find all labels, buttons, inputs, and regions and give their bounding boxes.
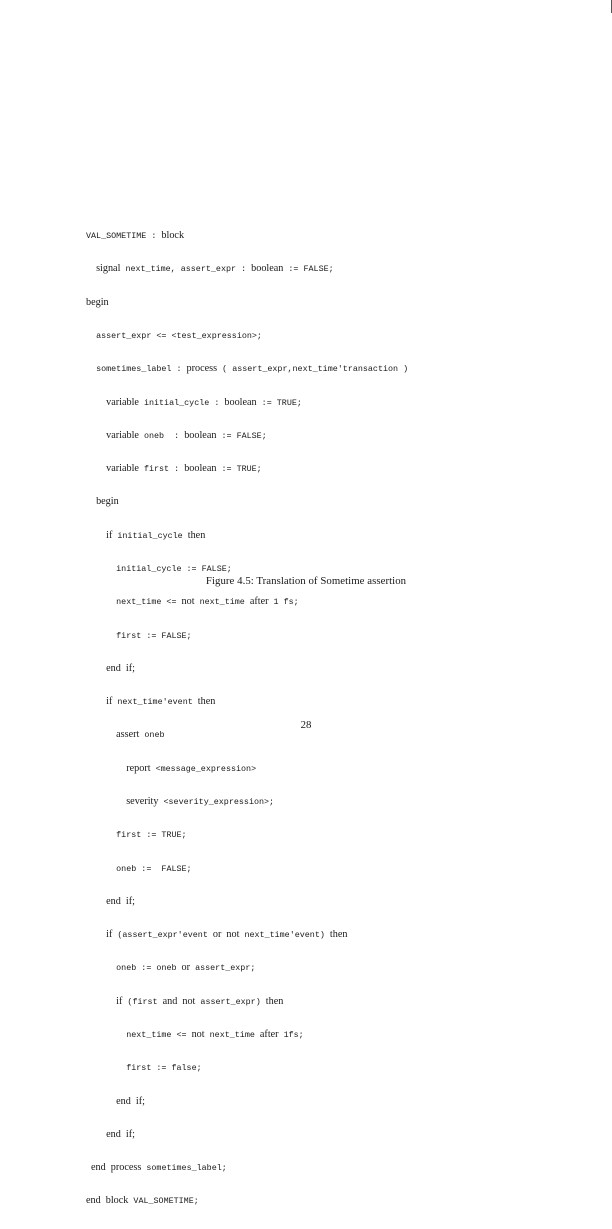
code-line: next_time <= not next_time after 1 fs; <box>116 596 299 608</box>
code-line: end if; <box>106 1128 135 1140</box>
code-line: oneb := FALSE; <box>116 863 192 874</box>
code-line: variable initial_cycle : boolean := TRUE; <box>106 396 302 408</box>
code-line: initial_cycle := FALSE; <box>116 564 232 574</box>
code-line: end process sometimes_label; <box>91 1162 227 1174</box>
page-number: 28 <box>300 719 312 731</box>
code-line: if next_time'event then <box>106 696 216 708</box>
code-line: sometimes_label : process ( assert_expr,next_time'transaction ) <box>96 363 409 375</box>
code-line: first := FALSE; <box>116 630 192 641</box>
code-line: VAL_SOMETIME : block <box>86 230 185 242</box>
code-line: assert_expr <= <test_expression>; <box>96 331 262 342</box>
code-line: begin <box>96 496 119 508</box>
code-line: if (first and not assert_expr) then <box>116 995 284 1007</box>
code-line: first := TRUE; <box>116 830 187 841</box>
code-line: next_time <= not next_time after 1fs; <box>126 1028 304 1040</box>
code-line: assert oneb <box>116 729 165 741</box>
code-line: severity <severity_expression>; <box>126 795 275 807</box>
code-line: end block VAL_SOMETIME; <box>86 1195 199 1207</box>
code-line: end if; <box>106 895 135 907</box>
figure-caption: Figure 4.5: Translation of Sometime assertion <box>205 575 407 587</box>
code-line: report <message_expression> <box>126 762 257 774</box>
code-line: if (assert_expr'event or not next_time'event) then <box>106 929 348 941</box>
code-line: end if; <box>106 662 135 674</box>
code-line: first := false; <box>126 1063 202 1074</box>
code-line: variable oneb : boolean := FALSE; <box>106 429 267 441</box>
code-line: signal next_time, assert_expr : boolean := FALSE; <box>96 263 334 275</box>
code-line: begin <box>86 296 109 308</box>
code-line: end if; <box>116 1095 145 1107</box>
code-line: oneb := oneb or assert_expr; <box>116 962 256 974</box>
code-line: if initial_cycle then <box>106 529 206 541</box>
code-line: variable first : boolean := TRUE; <box>106 463 262 475</box>
